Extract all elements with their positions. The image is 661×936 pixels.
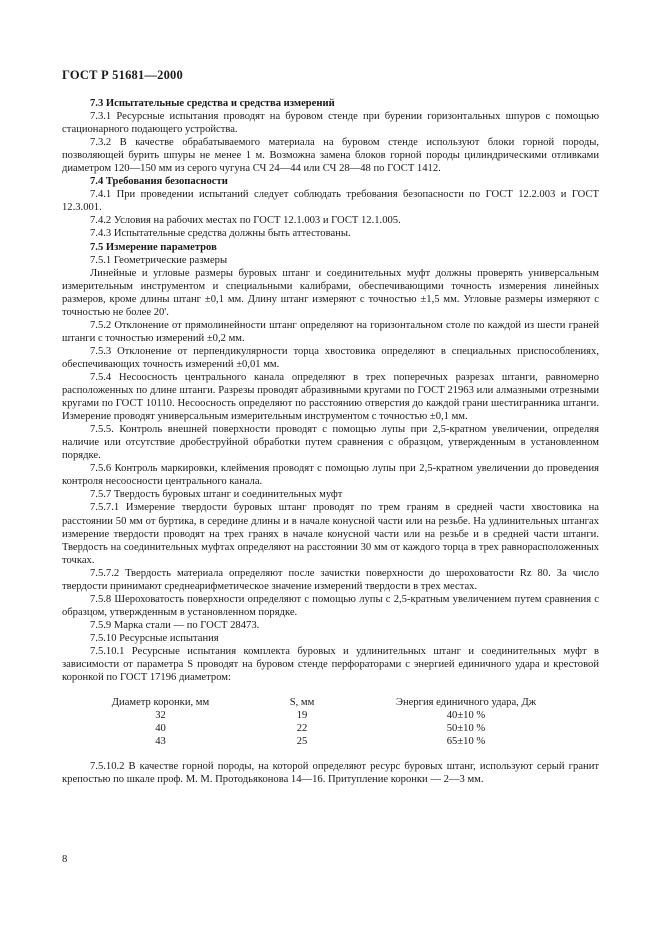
body-paragraph: 7.4.3 Испытательные средства должны быть аттестованы. — [90, 228, 351, 240]
body-paragraph: 7.4.2 Условия на рабочих местах по ГОСТ 12.1.003 и ГОСТ 12.1.005. — [90, 215, 401, 227]
body-paragraph: 7.5.7.2 Твердость материала определяют после зачистки поверхности до шероховатости Rz 80. За число твердости принимают среднеарифметическое значение измерений твердости в трех местах. — [62, 567, 599, 592]
table-header-row — [88, 696, 561, 709]
body-section-heading: 7.5 Измерение параметров — [90, 241, 217, 253]
body-section-heading: 7.4 Требования безопасности — [90, 176, 228, 188]
table-cell: 40 — [155, 723, 166, 735]
body-paragraph: 7.3.1 Ресурсные испытания проводят на буровом стенде при бурении горизонтальных шпуров с помощью стационарного подающего устройства. — [62, 111, 599, 136]
table-cell: 25 — [296, 736, 308, 748]
table-cell: 22 — [296, 723, 308, 735]
table-header-diameter: Диаметр коронки, мм — [111, 697, 210, 709]
body-paragraph: 7.5.2 Отклонение от прямолинейности штанг определяют на горизонтальном столе по каждой из шести граней штанги с точностью измерений ±0,2 мм. — [62, 319, 599, 344]
table-cell: 50±10 % — [446, 723, 486, 735]
body-paragraph: 7.5.6 Контроль маркировки, клеймения проводят с помощью лупы при 2,5-кратном увеличении до проведения контроля несоосности центрального канала. — [62, 463, 599, 488]
paragraphs-after-table — [62, 760, 599, 786]
body-paragraph: 7.5.8 Шероховатость поверхности определяют с помощью лупы с 2,5-кратным увеличением путем сравнения с образцом, утвержденным в установленном порядке. — [62, 593, 599, 618]
table-cell: 40±10 % — [446, 710, 486, 722]
body-paragraph: 7.4.1 При проведении испытаний следует соблюдать требования безопасности по ГОСТ 12.2.003 и ГОСТ 12.3.001. — [62, 189, 599, 214]
crown-parameters-table — [88, 696, 561, 748]
body-paragraph: 7.5.10.2 В качестве горной породы, на которой определяют ресурс буровых штанг, используют серый гранит крепостью по шкале проф. М. М. Протодьяконова 14—16. Притупление коронки — 2—3 мм. — [62, 761, 599, 786]
table-cell: 32 — [155, 710, 166, 722]
table-header-s: S, мм — [289, 697, 315, 709]
body-paragraph: 7.5.4 Несоосность центрального канала определяют в трех поперечных разрезах штанги, равномерно расположенных по длине штанги. Разрезы проводят абразивными кругами по ГОСТ 21963 или алмазными отрезными кругами по ГОСТ 10110. Несоосность определяют по расстоянию отверстия до каждой грани шестигранника штанги. Измерение проводят универсальным измерительным инструментом с точностью ±0,1 мм. — [62, 371, 599, 423]
body-paragraph: 7.5.1 Геометрические размеры — [90, 254, 228, 266]
body-paragraph: Линейные и угловые размеры буровых штанг и соединительных муфт должны проверять универсальным измерительным инструментом и специальными калибрами, обеспечивающими точность измерения линейных размеров, кроме длины штанг ±0,1 мм. Длину штанг измеряют с точностью ±1,5 мм. Угловые размеры измеряют с точностью не более 20'. — [62, 267, 599, 318]
table-cell: 43 — [155, 736, 166, 748]
body-paragraph: 7.3.2 В качестве обрабатываемого материала на буровом стенде используют блоки горной породы, позволяющей бурить шпуры не менее 1 м. Возможна замена блоков горной породы цилиндрическими отливками диаметром 120—150 мм из серого чугуна СЧ 24—44 или СЧ 28—48 по ГОСТ 1412. — [62, 137, 599, 175]
body-paragraph: 7.5.9 Марка стали — по ГОСТ 28473. — [90, 619, 260, 631]
table-row — [88, 735, 561, 748]
table-cell: 65±10 % — [446, 736, 486, 748]
body-paragraph: 7.5.7.1 Измерение твердости буровых штанг проводят по трем граням в средней части хвостовика на расстоянии 50 мм от буртика, в середине длины и в начале конусной части или на резьбе. На удлинительных штангах измерение твердости проводят на трех гранях в начале конусной части или на резьбе и в средней части штанги. Твердость на соединительных муфтах определяют на расстоянии 30 мм от каждого торца в трех равнорасположенных точках. — [62, 502, 599, 566]
body-paragraph: 7.5.3 Отклонение от перпендикулярности торца хвостовика определяют в специальных приспособлениях, обеспечивающих точность измерений ±0,01 мм. — [62, 345, 599, 370]
body-paragraph: 7.5.5. Контроль внешней поверхности проводят с помощью лупы при 2,5-кратном увеличении, определяя наличие или отсутствие дробеструйной обработки путем сравнения с образцом, утвержденным в установленном порядке. — [62, 424, 599, 462]
table-row — [88, 722, 561, 735]
body-paragraph: 7.5.7 Твердость буровых штанг и соединительных муфт — [90, 489, 343, 501]
document-body — [62, 97, 599, 786]
body-section-heading: 7.3 Испытательные средства и средства измерений — [90, 98, 335, 109]
table-header-energy: Энергия единичного удара, Дж — [395, 697, 537, 709]
page-number: 8 — [62, 854, 68, 865]
body-paragraph: 7.5.10 Ресурсные испытания — [90, 632, 219, 644]
document-header: ГОСТ Р 51681—2000 — [62, 68, 183, 82]
table-cell: 19 — [296, 710, 308, 722]
paragraphs-before-table — [62, 97, 599, 684]
body-paragraph: 7.5.10.1 Ресурсные испытания комплекта буровых и удлинительных штанг и соединительных муфт в зависимости от параметра S проводят на буровом стенде перфораторами с энергией единичного удара и крестовой коронкой по ГОСТ 17196 диаметром: — [62, 645, 599, 684]
table-row — [88, 709, 561, 722]
